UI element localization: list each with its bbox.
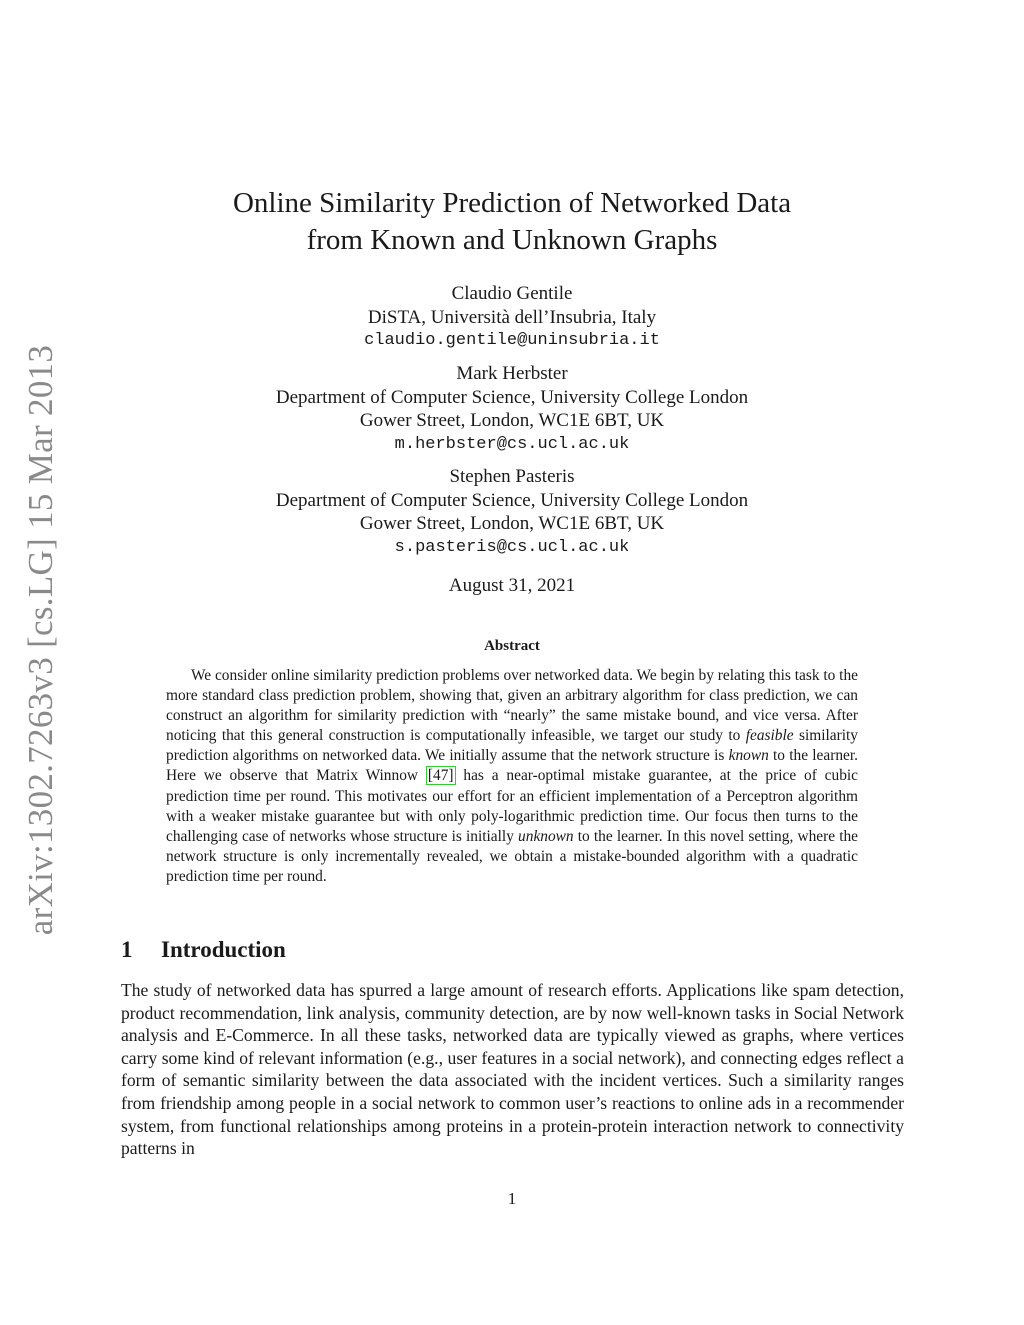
author-email: m.herbster@cs.ucl.ac.uk	[394, 434, 630, 454]
arxiv-identifier-stamp: arXiv:1302.7263v3 [cs.LG] 15 Mar 2013	[21, 344, 60, 936]
author-affiliation: DiSTA, Università dell’Insubria, Italy	[367, 306, 657, 328]
section-title: Introduction	[161, 937, 286, 962]
citation-link[interactable]: [47]	[427, 767, 454, 785]
publication-date: August 31, 2021	[448, 575, 576, 596]
paper-title	[0, 185, 1024, 259]
section-heading	[121, 937, 286, 963]
abstract-text: to the learner. Here we observe that Matrix Winnow	[166, 747, 858, 785]
section-number: 1	[121, 937, 133, 962]
abstract-text: to the learner. In this novel setting, where the network structure is only incrementally revealed, we obtain a mistake-bounded algorithm with a quadratic prediction time per round.	[166, 827, 858, 885]
author-name: Mark Herbster	[456, 363, 568, 384]
abstract-text: We consider online similarity prediction problems over networked data. We begin by relating this task to the more standard class prediction problem, showing that, given an arbitrary algorithm for class prediction, we can construct an algorithm for similarity prediction with “nearly” the same mistake bound, and vice versa. After noticing that this general construction is computationally infeasible, we target our study to	[166, 667, 858, 745]
paper-title-line-2: from Known and Unknown Graphs	[306, 224, 718, 256]
abstract-text: has a near-optimal mistake guarantee, at the price of cubic prediction time per round. This motivates our effort for an efficient implementation of a Perceptron algorithm with a weaker mistake guarantee but with only poly-logarithmic prediction time. Our focus then turns to the challenging case of networks whose structure is initially	[166, 767, 858, 845]
abstract-heading: Abstract	[484, 638, 540, 654]
author-email: s.pasteris@cs.ucl.ac.uk	[394, 537, 630, 557]
author-name: Claudio Gentile	[451, 283, 573, 304]
abstract-emphasis: unknown	[518, 827, 574, 845]
author-affiliation: Department of Computer Science, University College London	[275, 386, 749, 408]
author-name: Stephen Pasteris	[449, 466, 575, 487]
author-block-herbster	[0, 362, 1024, 456]
citation-number[interactable]: 47	[433, 767, 449, 785]
paper-title-line-1: Online Similarity Prediction of Networked Data	[232, 187, 792, 219]
abstract-body	[166, 666, 858, 887]
abstract-emphasis: known	[728, 747, 769, 765]
author-block-pasteris	[0, 465, 1024, 559]
author-email: claudio.gentile@uninsubria.it	[364, 331, 660, 350]
abstract-text: similarity prediction algorithms on networked data. We initially assume that the network structure is	[166, 727, 858, 765]
author-affiliation: Department of Computer Science, University College London	[275, 489, 749, 511]
author-block-gentile	[0, 282, 1024, 353]
author-address: Gower Street, London, WC1E 6BT, UK	[359, 513, 665, 534]
abstract-emphasis: feasible	[745, 727, 794, 745]
page-number: 1	[507, 1189, 517, 1208]
author-address: Gower Street, London, WC1E 6BT, UK	[359, 410, 665, 431]
introduction-paragraph: The study of networked data has spurred a large amount of research efforts. Applications like spam detection, product recommendation, link analysis, community detection, are by now well-known tasks in Social Network analysis and E-Commerce. In all these tasks, networked data are typically viewed as graphs, where vertices carry some kind of relevant information (e.g., user features in a social network), and connecting edges reflect a form of semantic similarity between the data associated with the incident vertices. Such a similarity ranges from friendship among people in a social network to common user’s reactions to online ads in a recommender system, from functional relationships among proteins in a protein-protein interaction network to connectivity patterns in	[121, 980, 904, 1159]
